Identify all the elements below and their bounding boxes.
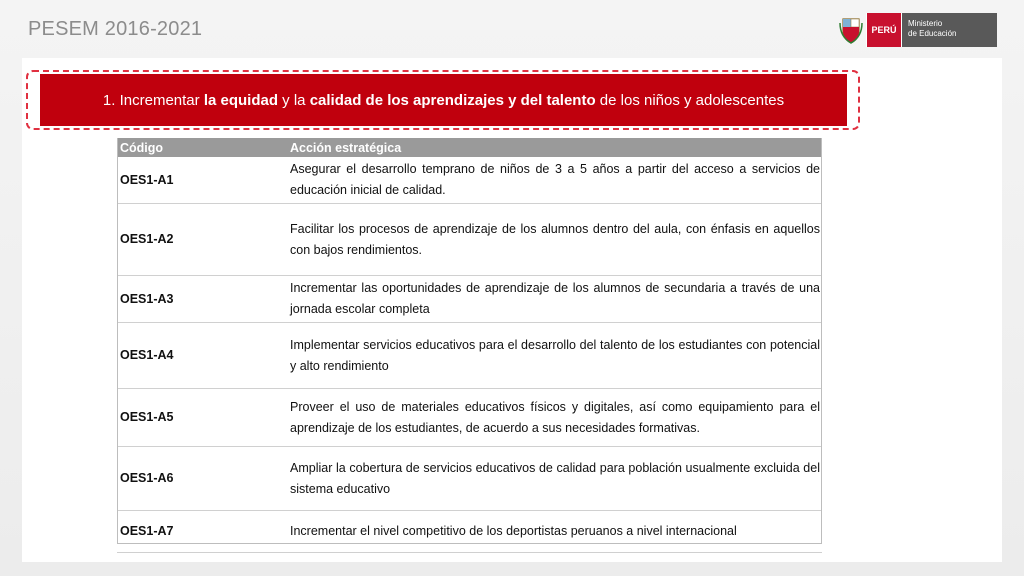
header-code: Código	[117, 138, 287, 157]
row-code: OES1-A2	[117, 204, 287, 276]
row-action: Facilitar los procesos de aprendizaje de los alumnos dentro del aula, con énfasis en aquellos con bajos rendimientos.	[287, 204, 822, 276]
ministry-label	[901, 13, 997, 47]
row-action: Implementar servicios educativos para el desarrollo del talento de los estudiantes con potencial y alto rendimiento	[287, 323, 822, 389]
table-row	[117, 511, 822, 553]
banner-mid: y la	[278, 91, 310, 109]
row-code: OES1-A6	[117, 447, 287, 511]
row-code: OES1-A4	[117, 323, 287, 389]
row-action: Incrementar el nivel competitivo de los deportistas peruanos a nivel internacional	[287, 511, 822, 553]
table-row	[117, 389, 822, 447]
table-row	[117, 157, 822, 204]
row-code: OES1-A1	[117, 157, 287, 204]
row-code: OES1-A3	[117, 276, 287, 323]
page-title: PESEM 2016-2021	[28, 18, 203, 40]
banner-bold-equity: la equidad	[203, 91, 278, 109]
row-action: Proveer el uso de materiales educativos físicos y digitales, así como equipamiento para el aprendizaje de los estudiantes, de acuerdo a sus necesidades formativas.	[287, 389, 822, 447]
banner-bold-quality: calidad de los aprendizajes y del talento	[309, 91, 596, 109]
row-code: OES1-A5	[117, 389, 287, 447]
table-row	[117, 447, 822, 511]
row-code: OES1-A7	[117, 511, 287, 553]
row-action: Asegurar el desarrollo temprano de niños de 3 a 5 años a partir del acceso a servicios de educación inicial de calidad.	[287, 157, 822, 204]
ministry-line-2: de Educación	[908, 29, 957, 38]
table-row	[117, 276, 822, 323]
banner-suffix: de los niños y adolescentes	[595, 91, 785, 109]
banner-prefix: 1. Incrementar	[102, 91, 204, 109]
row-action: Ampliar la cobertura de servicios educativos de calidad para población usualmente excluida del sistema educativo	[287, 447, 822, 511]
coat-of-arms-icon	[836, 13, 866, 47]
table-row	[117, 204, 822, 276]
peru-label: PERÚ	[866, 13, 901, 47]
row-action: Incrementar las oportunidades de aprendizaje de los alumnos de secundaria a través de una jornada escolar completa	[287, 276, 822, 323]
table-header-row	[117, 138, 822, 157]
header-action: Acción estratégica	[287, 138, 822, 157]
strategic-actions-table	[117, 138, 822, 553]
table-row	[117, 323, 822, 389]
objective-banner	[40, 74, 847, 126]
ministry-logo	[836, 13, 997, 47]
ministry-line-1: Ministerio	[908, 19, 943, 28]
